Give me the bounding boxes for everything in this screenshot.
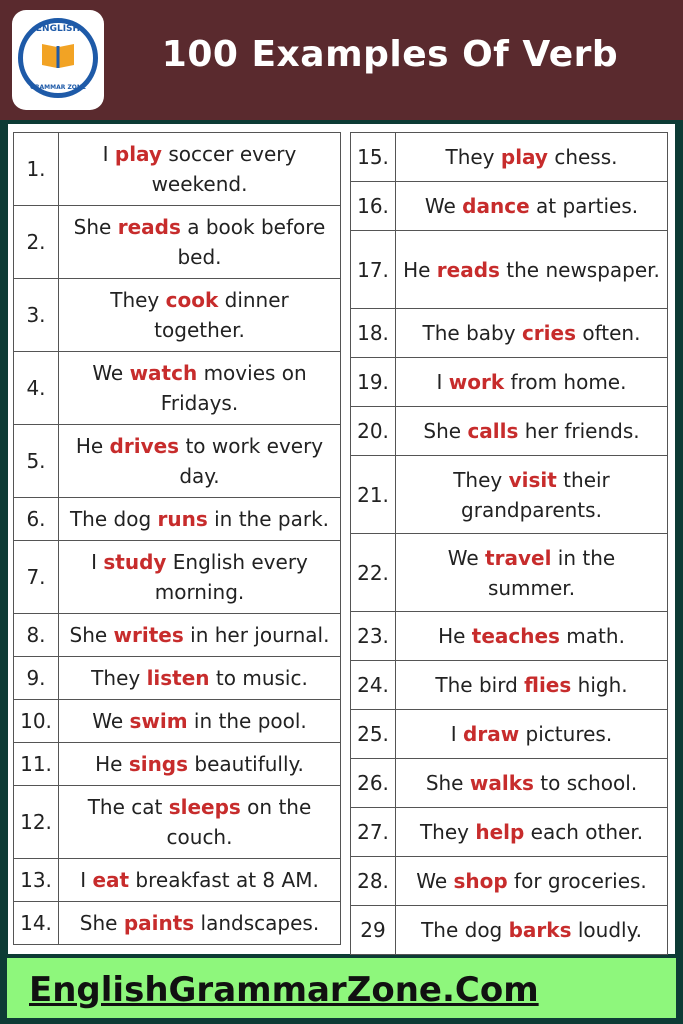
example-number: 17. bbox=[351, 231, 396, 309]
example-row bbox=[14, 133, 341, 206]
example-row bbox=[14, 279, 341, 352]
sentence-end: English every morning. bbox=[154, 550, 308, 604]
sentence-end: beautifully. bbox=[188, 752, 304, 776]
sentence-start: She bbox=[423, 419, 468, 443]
sentence-end: to music. bbox=[209, 666, 308, 690]
sentence-start: He bbox=[403, 257, 437, 282]
example-sentence bbox=[59, 352, 341, 425]
verb-highlight: visit bbox=[508, 467, 557, 492]
sentence-start: He bbox=[75, 434, 110, 458]
example-sentence bbox=[396, 857, 668, 906]
verb-highlight: draw bbox=[463, 722, 520, 746]
example-row bbox=[14, 700, 341, 743]
site-logo[interactable] bbox=[12, 10, 104, 110]
verb-highlight: drives bbox=[109, 434, 180, 458]
verb-highlight: paints bbox=[123, 911, 195, 935]
sentence-start: The dog bbox=[421, 918, 509, 942]
sentence-start: They bbox=[453, 467, 509, 492]
sentence-start: I bbox=[91, 550, 104, 574]
example-sentence bbox=[59, 498, 341, 541]
sentence-end: breakfast at 8 AM. bbox=[129, 868, 319, 892]
verb-highlight: help bbox=[475, 820, 525, 844]
sentence-end: a book before bed. bbox=[177, 215, 326, 269]
verb-highlight: work bbox=[448, 370, 505, 394]
sentence-start: We bbox=[416, 869, 454, 893]
sentence-end: often. bbox=[575, 321, 641, 345]
sentence-end: for groceries. bbox=[507, 869, 647, 893]
verb-highlight: play bbox=[114, 142, 162, 166]
verb-highlight: dance bbox=[462, 194, 530, 218]
verb-highlight: writes bbox=[113, 623, 184, 647]
example-sentence bbox=[396, 407, 668, 456]
example-sentence bbox=[396, 710, 668, 759]
sentence-end: from home. bbox=[504, 370, 627, 394]
sentence-start: She bbox=[73, 215, 118, 239]
example-number: 18. bbox=[351, 309, 396, 358]
verb-highlight: listen bbox=[146, 666, 210, 690]
page-title: 100 Examples Of Verb bbox=[161, 34, 619, 75]
verb-highlight: study bbox=[103, 550, 167, 574]
example-row bbox=[14, 498, 341, 541]
example-sentence bbox=[59, 425, 341, 498]
sentence-start: The cat bbox=[87, 795, 169, 819]
example-number: 4. bbox=[14, 352, 59, 425]
example-sentence bbox=[396, 612, 668, 661]
example-sentence bbox=[396, 456, 668, 534]
example-row bbox=[14, 541, 341, 614]
sentence-end: in the summer. bbox=[487, 545, 616, 600]
example-number: 28. bbox=[351, 857, 396, 906]
example-number: 12. bbox=[14, 786, 59, 859]
example-sentence bbox=[396, 231, 668, 309]
verb-highlight: shop bbox=[453, 869, 508, 893]
verb-highlight: watch bbox=[129, 361, 198, 385]
sentence-start: I bbox=[102, 142, 115, 166]
example-row bbox=[351, 710, 668, 759]
sentence-end: her friends. bbox=[518, 419, 640, 443]
example-row bbox=[351, 534, 668, 612]
example-number: 5. bbox=[14, 425, 59, 498]
sentence-start: The baby bbox=[422, 321, 522, 345]
example-sentence bbox=[59, 786, 341, 859]
example-number: 10. bbox=[14, 700, 59, 743]
example-row bbox=[14, 425, 341, 498]
verb-highlight: barks bbox=[508, 918, 572, 942]
example-row bbox=[14, 902, 341, 945]
sentence-start: They bbox=[110, 288, 166, 312]
example-number: 24. bbox=[351, 661, 396, 710]
verb-highlight: sings bbox=[128, 752, 189, 776]
example-row bbox=[351, 358, 668, 407]
sentence-end: high. bbox=[571, 673, 628, 697]
sentence-end: in the park. bbox=[207, 507, 330, 531]
example-sentence bbox=[59, 206, 341, 279]
example-number: 14. bbox=[14, 902, 59, 945]
example-number: 7. bbox=[14, 541, 59, 614]
sentence-start: The bird bbox=[435, 673, 525, 697]
sentence-end: in her journal. bbox=[183, 623, 330, 647]
example-sentence bbox=[396, 182, 668, 231]
example-row bbox=[14, 786, 341, 859]
example-row bbox=[351, 182, 668, 231]
sentence-start: They bbox=[419, 820, 476, 844]
example-sentence bbox=[59, 657, 341, 700]
example-sentence bbox=[396, 808, 668, 857]
example-number: 25. bbox=[351, 710, 396, 759]
verb-highlight: teaches bbox=[471, 624, 560, 648]
example-number: 22. bbox=[351, 534, 396, 612]
sentence-end: loudly. bbox=[571, 918, 642, 942]
verb-highlight: sleeps bbox=[168, 795, 241, 819]
example-row bbox=[351, 231, 668, 309]
example-number: 3. bbox=[14, 279, 59, 352]
footer-site-link[interactable]: EnglishGrammarZone.Com bbox=[29, 970, 539, 1010]
verb-highlight: calls bbox=[467, 419, 519, 443]
example-number: 20. bbox=[351, 407, 396, 456]
verb-highlight: travel bbox=[485, 545, 552, 570]
sentence-end: dinner together. bbox=[154, 288, 289, 342]
sentence-end: to school. bbox=[533, 771, 638, 795]
sentence-end: each other. bbox=[524, 820, 644, 844]
sentence-end: landscapes. bbox=[194, 911, 320, 935]
example-number: 9. bbox=[14, 657, 59, 700]
example-sentence bbox=[396, 661, 668, 710]
sentence-start: We bbox=[424, 194, 463, 218]
sentence-start: They bbox=[91, 666, 147, 690]
examples-table-right bbox=[350, 132, 668, 955]
example-sentence bbox=[396, 358, 668, 407]
sentence-start: They bbox=[445, 145, 501, 169]
sentence-end: their grandparents. bbox=[461, 467, 610, 522]
verb-highlight: flies bbox=[524, 673, 572, 697]
examples-table-left bbox=[13, 132, 341, 945]
example-row bbox=[351, 309, 668, 358]
example-sentence bbox=[396, 759, 668, 808]
example-number: 1. bbox=[14, 133, 59, 206]
sentence-end: chess. bbox=[547, 145, 618, 169]
sentence-start: We bbox=[447, 545, 486, 570]
sentence-end: math. bbox=[559, 624, 625, 648]
verb-highlight: reads bbox=[436, 257, 500, 282]
example-number: 13. bbox=[14, 859, 59, 902]
sentence-end: to work every day. bbox=[179, 434, 324, 488]
sentence-end: the newspaper. bbox=[499, 257, 660, 282]
sentence-start: We bbox=[92, 361, 130, 385]
verb-highlight: reads bbox=[117, 215, 181, 239]
example-sentence bbox=[396, 309, 668, 358]
example-number: 21. bbox=[351, 456, 396, 534]
example-number: 11. bbox=[14, 743, 59, 786]
verb-highlight: play bbox=[500, 145, 548, 169]
sentence-end: in the pool. bbox=[187, 709, 307, 733]
example-sentence bbox=[396, 906, 668, 955]
example-sentence bbox=[59, 133, 341, 206]
example-row bbox=[351, 661, 668, 710]
example-row bbox=[14, 614, 341, 657]
sentence-start: He bbox=[95, 752, 129, 776]
example-number: 8. bbox=[14, 614, 59, 657]
verb-highlight: swim bbox=[129, 709, 188, 733]
header-banner bbox=[0, 0, 683, 120]
example-number: 15. bbox=[351, 133, 396, 182]
example-row bbox=[14, 352, 341, 425]
example-number: 16. bbox=[351, 182, 396, 231]
sentence-end: on the couch. bbox=[166, 795, 312, 849]
verb-highlight: cries bbox=[521, 321, 576, 345]
example-sentence bbox=[396, 534, 668, 612]
example-row bbox=[351, 808, 668, 857]
example-row bbox=[14, 859, 341, 902]
verb-highlight: cook bbox=[165, 288, 219, 312]
example-number: 26. bbox=[351, 759, 396, 808]
example-row bbox=[351, 456, 668, 534]
sentence-start: I bbox=[80, 868, 93, 892]
sentence-end: soccer every weekend. bbox=[151, 142, 297, 196]
example-row bbox=[14, 657, 341, 700]
example-sentence bbox=[59, 902, 341, 945]
example-sentence bbox=[59, 700, 341, 743]
example-row bbox=[351, 906, 668, 955]
example-row bbox=[351, 133, 668, 182]
sentence-start: He bbox=[438, 624, 472, 648]
book-icon bbox=[40, 40, 76, 70]
sentence-start: She bbox=[79, 911, 124, 935]
verb-highlight: walks bbox=[469, 771, 534, 795]
sentence-start: We bbox=[92, 709, 130, 733]
example-row bbox=[14, 743, 341, 786]
sentence-end: at parties. bbox=[529, 194, 639, 218]
example-sentence bbox=[59, 279, 341, 352]
verb-highlight: runs bbox=[157, 507, 208, 531]
example-row bbox=[351, 612, 668, 661]
logo-top-text: ENGLISH bbox=[35, 24, 81, 34]
example-row bbox=[14, 206, 341, 279]
example-sentence bbox=[396, 133, 668, 182]
example-row bbox=[351, 857, 668, 906]
sentence-start: I bbox=[436, 370, 449, 394]
logo-bottom-text: GRAMMAR ZONE bbox=[29, 84, 87, 91]
sentence-start: She bbox=[425, 771, 470, 795]
example-number: 6. bbox=[14, 498, 59, 541]
example-row bbox=[351, 407, 668, 456]
sentence-start: I bbox=[450, 722, 464, 746]
example-sentence bbox=[59, 859, 341, 902]
footer-banner bbox=[7, 958, 676, 1018]
example-number: 2. bbox=[14, 206, 59, 279]
example-number: 19. bbox=[351, 358, 396, 407]
example-sentence bbox=[59, 743, 341, 786]
verb-highlight: eat bbox=[92, 868, 130, 892]
example-sentence bbox=[59, 614, 341, 657]
example-row bbox=[351, 759, 668, 808]
sentence-start: The dog bbox=[69, 507, 158, 531]
sentence-end: movies on Fridays. bbox=[160, 361, 307, 415]
sentence-end: pictures. bbox=[519, 722, 613, 746]
example-sentence bbox=[59, 541, 341, 614]
sentence-start: She bbox=[69, 623, 114, 647]
example-number: 29 bbox=[351, 906, 396, 955]
example-number: 23. bbox=[351, 612, 396, 661]
example-number: 27. bbox=[351, 808, 396, 857]
